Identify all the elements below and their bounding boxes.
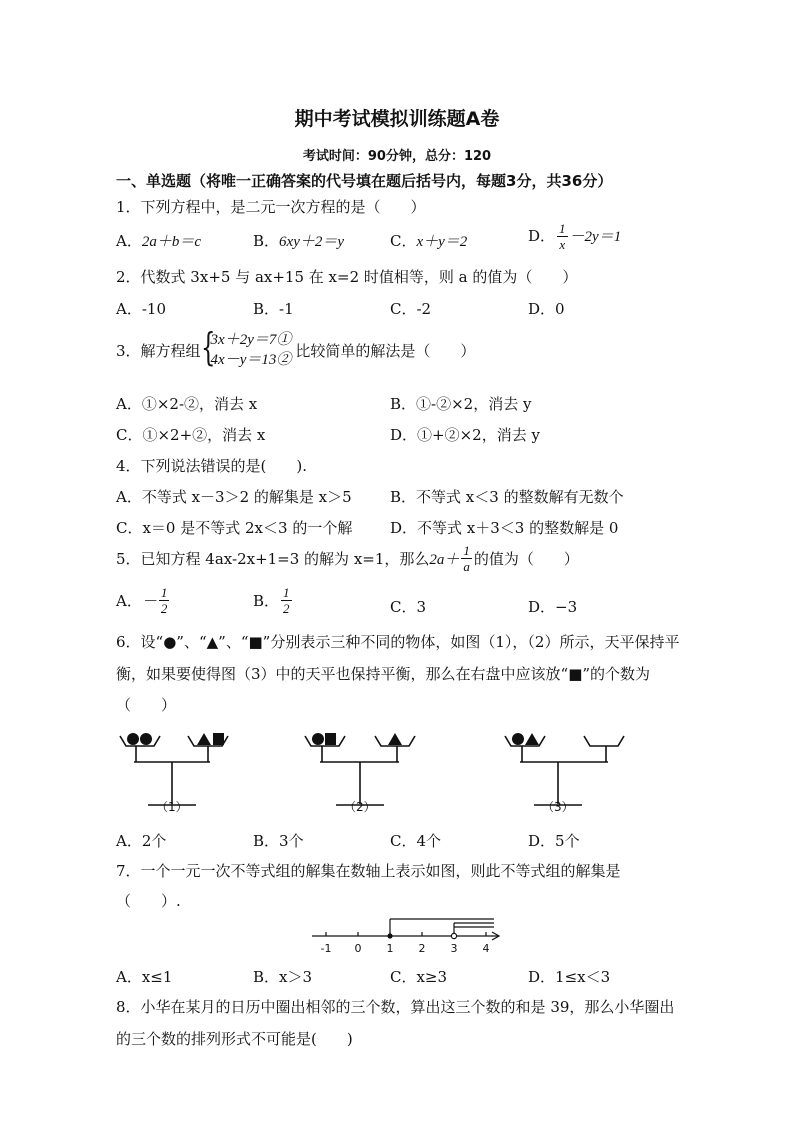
q7-option-a[interactable]: A．x≤1: [116, 968, 173, 986]
q5-b-num: 1: [283, 585, 290, 600]
q5-option-b[interactable]: [253, 586, 294, 615]
triangle-icon: [197, 733, 211, 745]
q4-option-d[interactable]: D．不等式 x＋3＜3 的整数解是 0: [390, 519, 619, 537]
q1-option-c-label: C．: [390, 232, 417, 250]
q1-option-c[interactable]: [390, 230, 467, 251]
circle-icon: [127, 733, 139, 745]
figure-1-label: （1）: [156, 800, 188, 814]
q6-option-a[interactable]: A．2个: [116, 832, 167, 850]
q5-option-a-label: A．: [116, 592, 142, 610]
open-dot-icon: [451, 933, 456, 938]
q2-option-c[interactable]: C．-2: [390, 300, 432, 318]
circle-icon: [140, 733, 152, 745]
q2-option-d[interactable]: D．0: [528, 300, 565, 318]
figure-3-label: （3）: [542, 800, 574, 814]
balance-3: [505, 736, 624, 805]
q2-stem: 2．代数式 3x+5 与 ax+15 在 x=2 时值相等，则 a 的值为（ ）: [116, 268, 578, 286]
closed-dot-icon: [387, 933, 392, 938]
q3-option-c[interactable]: C．①×2+②，消去 x: [116, 426, 266, 444]
q5-option-c[interactable]: C．3: [390, 598, 427, 616]
q1-option-d-label: D．: [528, 227, 556, 245]
q2-option-a[interactable]: A．-10: [116, 300, 166, 318]
balance-1: [120, 736, 228, 805]
q4-option-a[interactable]: A．不等式 x－3＞2 的解集是 x＞5: [116, 488, 352, 506]
figure-2-label: （2）: [344, 800, 376, 814]
q7-option-b[interactable]: B．x＞3: [253, 968, 313, 986]
triangle-icon: [525, 733, 539, 745]
q3-suffix: 比较简单的解法是（ ）: [295, 341, 476, 360]
q5-stem-pre: 5．已知方程 4ax-2x+1=3 的解为 x=1，那么: [116, 550, 430, 568]
q4-stem: 4．下列说法错误的是( ).: [116, 457, 308, 475]
q6-line1: 6．设“●”、“▲”、“■”分别表示三种不同的物体，如图（1），（2）所示，天平保持平: [116, 633, 680, 651]
balance-2: [305, 736, 415, 805]
q6-option-c[interactable]: C．4个: [390, 832, 442, 850]
q5-stem-post: 的值为（ ）: [473, 550, 579, 568]
q5-option-b-label: B．: [253, 592, 280, 610]
q6-option-b[interactable]: B．3个: [253, 832, 304, 850]
q1-option-b-label: B．: [253, 232, 280, 250]
q1-option-a-text: 2a＋b＝c: [141, 234, 202, 250]
q1-option-b[interactable]: [253, 230, 344, 251]
q6-option-d[interactable]: D．5个: [528, 832, 580, 850]
q5-a-den: 2: [160, 601, 168, 616]
tick-label: 3: [450, 942, 458, 955]
q7-line1: 7．一个一元一次不等式组的解集在数轴上表示如图，则此不等式组的解集是: [116, 862, 621, 880]
q1-option-a[interactable]: [116, 230, 201, 251]
number-line: [308, 915, 508, 957]
exam-info: 考试时间：90分钟，总分：120: [302, 149, 492, 164]
q2-option-b[interactable]: B．-1: [253, 300, 294, 318]
q3-option-a[interactable]: A．①×2-②，消去 x: [116, 395, 258, 413]
q1-option-a-label: A．: [116, 232, 142, 250]
q3-eq1: 3x＋2y＝7①: [210, 332, 292, 348]
q3-eq2: 4x－y＝13②: [210, 352, 292, 369]
tick-label: 0: [354, 942, 362, 955]
q1-stem: 1．下列方程中，是二元一次方程的是（ ）: [116, 198, 426, 216]
q1-option-c-text: x＋y＝2: [416, 234, 468, 250]
q5-option-d[interactable]: D．−3: [528, 598, 578, 616]
q5-expr-pre: 2a＋: [429, 552, 460, 568]
circle-icon: [312, 733, 324, 745]
q5-frac-den: a: [463, 559, 470, 574]
q5-a-num: 1: [160, 585, 168, 600]
circle-icon: [512, 733, 524, 745]
square-icon: [325, 733, 336, 745]
square-icon: [213, 733, 224, 745]
q5-option-a-sign: －: [141, 594, 157, 610]
q5-option-a[interactable]: [116, 586, 171, 615]
q8-line2: 的三个数的排列形式不可能是( ): [116, 1030, 353, 1048]
q1-d-denominator: x: [559, 237, 566, 252]
q5-frac-num: 1: [463, 543, 470, 558]
tick-label: 1: [386, 942, 394, 955]
q1-d-numerator: 1: [559, 221, 566, 236]
q1-option-d-rest: －2y＝1: [569, 229, 622, 245]
q1-option-b-text: 6xy＋2＝y: [279, 234, 345, 250]
q4-option-c[interactable]: C．x＝0 是不等式 2x＜3 的一个解: [116, 519, 353, 537]
section-heading: 一、单选题（将唯一正确答案的代号填在题后括号内，每题3分，共36分）: [116, 172, 613, 190]
q7-option-c[interactable]: C．x≥3: [390, 968, 448, 986]
q7-line2: （ ）.: [116, 892, 181, 910]
q6-line3: （ ）: [116, 696, 177, 714]
tick-label: 2: [418, 942, 426, 955]
q1-option-d[interactable]: [528, 222, 621, 251]
q6-line2: 衡，如果要使得图（3）中的天平也保持平衡，那么在右盘中应该放“■”的个数为: [116, 665, 651, 683]
brace-icon: {: [200, 325, 216, 369]
q8-line1: 8．小华在某月的日历中圈出相邻的三个数，算出这三个数的和是 39，那么小华圈出: [116, 998, 675, 1016]
q3-stem: [116, 325, 476, 371]
q4-option-b[interactable]: B．不等式 x＜3 的整数解有无数个: [390, 488, 624, 506]
q3-option-d[interactable]: D．①+②×2，消去 y: [390, 426, 540, 444]
q7-option-d[interactable]: D．1≤x＜3: [528, 968, 611, 986]
q5-stem: [116, 544, 579, 573]
tick-label: 4: [482, 942, 490, 955]
q3-prefix: 3．解方程组: [116, 341, 201, 360]
q3-option-b[interactable]: B．①-②×2，消去 y: [390, 395, 532, 413]
page-title: 期中考试模拟训练题A卷: [294, 108, 500, 130]
tick-label: -1: [320, 942, 332, 955]
q3-equation-system: [200, 325, 292, 371]
q5-b-den: 2: [283, 601, 290, 616]
triangle-icon: [388, 733, 402, 745]
